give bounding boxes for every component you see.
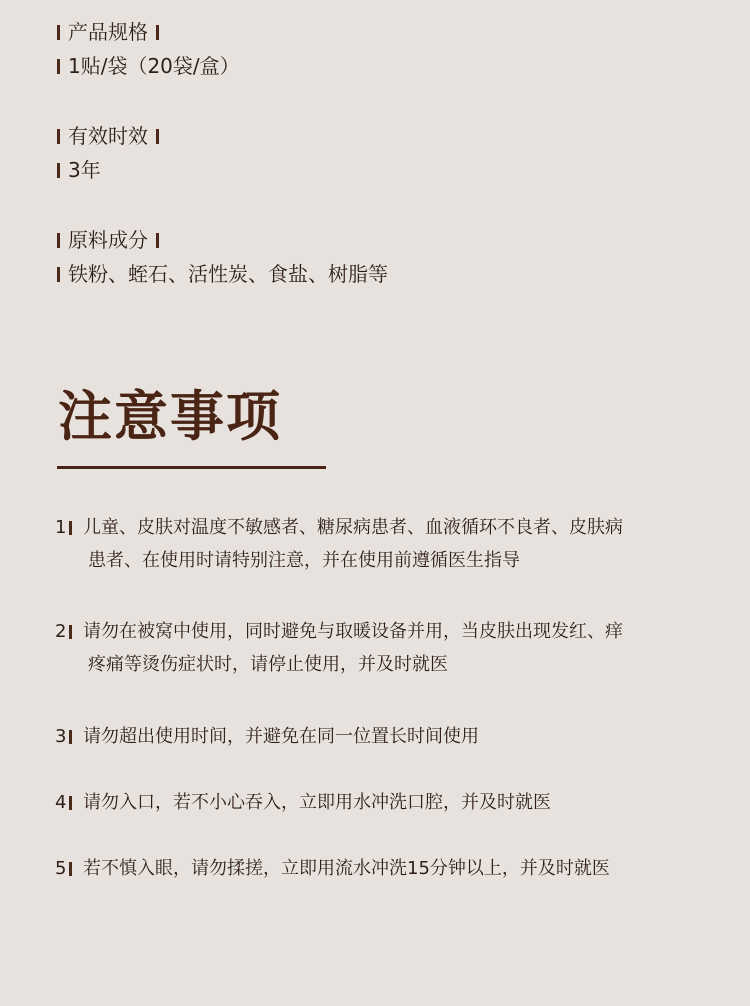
spec-heading-label: 有效时效 — [68, 124, 148, 148]
spec-value-label: 1贴/袋（20袋/盒） — [68, 54, 240, 78]
bar-icon — [156, 129, 159, 144]
spec-heading — [57, 22, 240, 42]
notice-first-line — [55, 726, 705, 748]
notice-item — [55, 726, 705, 748]
bar-icon — [69, 521, 72, 535]
notice-item — [55, 517, 705, 571]
notice-first-line — [55, 621, 705, 643]
notice-number: 1 — [55, 517, 67, 538]
bar-icon — [69, 730, 72, 744]
spec-heading — [57, 126, 159, 146]
spec-section-validity — [57, 126, 159, 180]
spec-value — [57, 264, 388, 284]
notice-title: 注意事项 — [58, 384, 282, 448]
notice-first-line — [55, 792, 705, 814]
spec-heading-label: 产品规格 — [68, 20, 148, 44]
bar-icon — [156, 25, 159, 40]
spec-section-ingredients — [57, 230, 388, 284]
notice-text: 请勿在被窝中使用，同时避免与取暖设备并用，当皮肤出现发红、痒 — [83, 621, 623, 642]
notice-text-continued: 患者、在使用时请特别注意，并在使用前遵循医生指导 — [88, 550, 520, 571]
bar-icon — [57, 25, 60, 40]
bar-icon — [57, 233, 60, 248]
notice-text: 儿童、皮肤对温度不敏感者、糖尿病患者、血液循环不良者、皮肤病 — [83, 517, 623, 538]
notice-first-line — [55, 858, 705, 880]
bar-icon — [69, 862, 72, 876]
bar-icon — [57, 267, 60, 282]
spec-value-label: 铁粉、蛭石、活性炭、食盐、树脂等 — [68, 262, 388, 286]
notice-text-continued: 疼痛等烫伤症状时，请停止使用，并及时就医 — [88, 654, 448, 675]
notice-item — [55, 858, 705, 880]
notice-number: 2 — [55, 621, 67, 642]
title-divider — [57, 466, 326, 469]
spec-heading — [57, 230, 388, 250]
notice-number: 5 — [55, 858, 67, 879]
spec-value — [57, 56, 240, 76]
notice-item — [55, 621, 705, 675]
notice-text: 若不慎入眼，请勿揉搓，立即用流水冲洗15分钟以上，并及时就医 — [83, 858, 610, 879]
notice-item — [55, 792, 705, 814]
spec-value-label: 3年 — [68, 158, 101, 182]
bar-icon — [69, 625, 72, 639]
notice-first-line — [55, 517, 705, 539]
spec-value — [57, 160, 159, 180]
notice-text: 请勿入口，若不小心吞入，立即用水冲洗口腔，并及时就医 — [83, 792, 551, 813]
notice-number: 4 — [55, 792, 67, 813]
notice-text: 请勿超出使用时间，并避免在同一位置长时间使用 — [83, 726, 479, 747]
bar-icon — [57, 129, 60, 144]
bar-icon — [69, 796, 72, 810]
bar-icon — [57, 163, 60, 178]
spec-heading-label: 原料成分 — [68, 228, 148, 252]
spec-section-size — [57, 22, 240, 76]
bar-icon — [57, 59, 60, 74]
bar-icon — [156, 233, 159, 248]
notice-number: 3 — [55, 726, 67, 747]
